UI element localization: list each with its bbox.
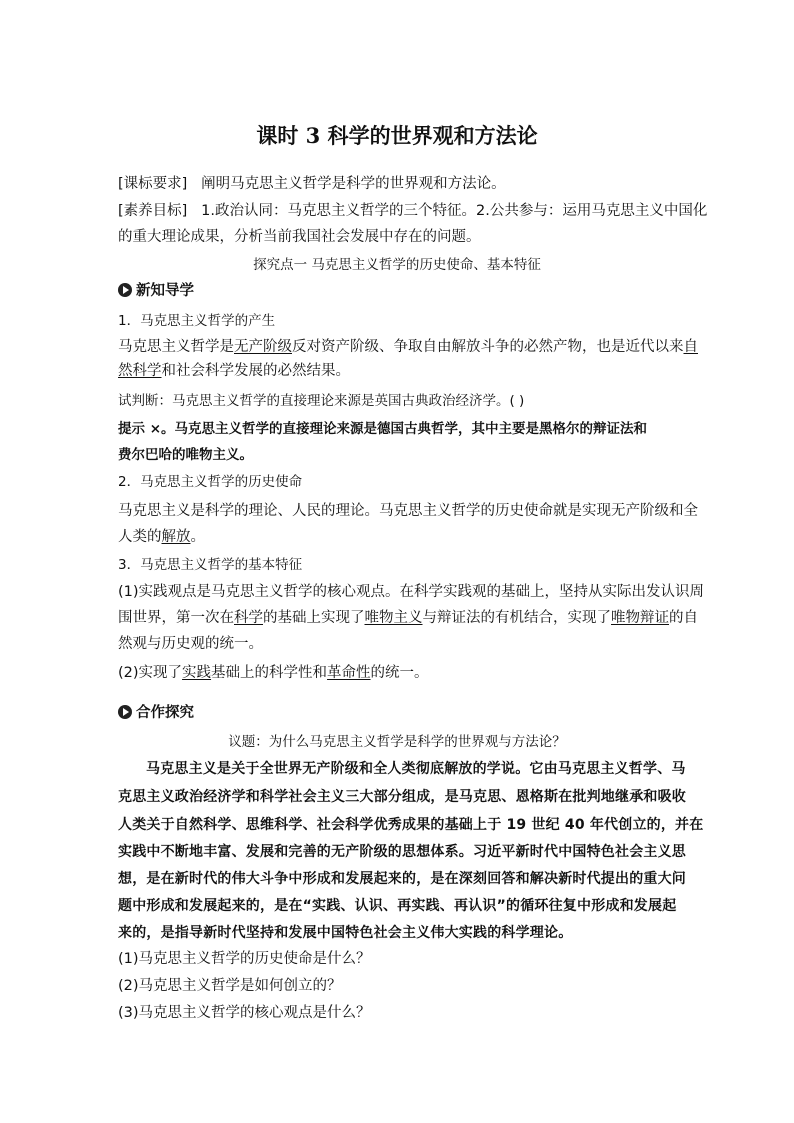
blank-answer: 无产阶级	[234, 339, 292, 355]
question-3: (3)马克思主义哲学的核心观点是什么？	[118, 1005, 371, 1021]
section-new-knowledge-label: 新知导学	[136, 283, 194, 299]
section-new-knowledge	[118, 279, 194, 300]
curriculum-tag: [课标要求]	[118, 176, 188, 192]
curriculum-requirement	[118, 172, 506, 196]
text-run: 人类的	[118, 529, 162, 545]
section-cooperative-inquiry	[118, 701, 194, 722]
literacy-text-1: 1.政治认同：马克思主义哲学的三个特征。2.公共参与：运用马克思主义中国化	[201, 203, 708, 219]
question-2: (2)马克思主义哲学是如何创立的？	[118, 978, 342, 994]
page-title: 课时 3 科学的世界观和方法论	[256, 123, 538, 148]
s3-heading: 3．马克思主义哲学的基本特征	[118, 557, 303, 573]
blank-answer: 然科学	[118, 363, 162, 379]
s2-line2	[118, 525, 205, 549]
passage-line: 人类关于自然科学、思维科学、社会科学优秀成果的基础上于 19 世纪 40 年代创立的，并在	[118, 817, 704, 833]
literacy-goals-line2: 的重大理论成果，分析当前我国社会发展中存在的问题。	[118, 229, 481, 245]
text-run: 的统一。	[370, 665, 429, 681]
text-run: 马克思主义哲学是	[118, 339, 234, 355]
passage-line: 来的，是指导新时代坚持和发展中国特色社会主义伟大实践的科学理论。	[118, 925, 573, 941]
passage-line: 题中形成和发展起来的，是在“实践、认识、再实践、再认识”的循环往复中形成和发展起	[118, 898, 677, 914]
literacy-tag: [素养目标]	[118, 203, 188, 219]
blank-answer: 科学	[234, 610, 263, 626]
passage-line: 想，是在新时代的伟大斗争中形成和发展起来的，是在深刻回答和解决新时代提出的重大问	[118, 871, 686, 887]
s1-line2	[118, 359, 350, 383]
s2-heading: 2．马克思主义哲学的历史使命	[118, 474, 303, 490]
passage-line: 实践中不断地丰富、发展和完善的无产阶级的思想体系。习近平新时代中国特色社会主义思	[118, 844, 686, 860]
s3-line4	[118, 661, 429, 685]
section-cooperative-inquiry-label: 合作探究	[136, 705, 194, 721]
blank-answer: 自	[683, 339, 698, 355]
text-run: 的自	[669, 610, 698, 626]
text-run: 和社会科学发展的必然结果。	[161, 363, 350, 379]
s1-line1	[118, 335, 698, 359]
text-run: 基础上的科学性和	[211, 665, 328, 681]
passage-line: 克思主义政治经济学和科学社会主义三大部分组成，是马克思、恩格斯在批判地继承和吸收	[118, 789, 686, 805]
s3-line2	[118, 606, 698, 630]
curriculum-text: 阐明马克思主义哲学是科学的世界观和方法论。	[201, 176, 506, 192]
try-judge: 试判断：马克思主义哲学的直接理论来源是英国古典政治经济学。( )	[118, 393, 525, 409]
blank-answer: 实践	[182, 665, 212, 681]
blank-answer: 解放	[161, 529, 191, 545]
text-run: (2)实现了	[118, 665, 183, 681]
play-circle-icon	[118, 705, 132, 719]
literacy-goals-line1	[118, 199, 707, 223]
s3-line3: 然观与历史观的统一。	[118, 636, 263, 652]
s2-line1: 马克思主义是科学的理论、人民的理论。马克思主义哲学的历史使命就是实现无产阶级和全	[118, 503, 698, 519]
explore-point-heading: 探究点一 马克思主义哲学的历史使命、基本特征	[253, 257, 541, 273]
discussion-topic: 议题：为什么马克思主义哲学是科学的世界观与方法论？	[228, 734, 566, 750]
text-run: 围世界，第一次在	[118, 610, 234, 626]
text-run: 。	[190, 529, 205, 545]
hint-line1: 提示 ×。马克思主义哲学的直接理论来源是德国古典哲学，其中主要是黑格尔的辩证法和	[118, 421, 648, 437]
s1-heading: 1．马克思主义哲学的产生	[118, 313, 276, 329]
blank-answer: 革命性	[327, 665, 371, 681]
blank-answer: 唯物辩证	[611, 610, 669, 626]
play-circle-icon	[118, 283, 132, 297]
text-run: 的基础上实现了	[263, 610, 365, 626]
blank-answer: 唯物主义	[364, 610, 423, 626]
question-1: (1)马克思主义哲学的历史使命是什么？	[118, 951, 371, 967]
s3-line1: (1)实践观点是马克思主义哲学的核心观点。在科学实践观的基础上，坚持从实际出发认识周	[118, 584, 705, 600]
passage-line: 马克思主义是关于全世界无产阶级和全人类彻底解放的学说。它由马克思主义哲学、马	[146, 761, 686, 777]
text-run: 反对资产阶级、争取自由解放斗争的必然产物，也是近代以来	[292, 339, 684, 355]
hint-line2: 费尔巴哈的唯物主义。	[118, 447, 253, 463]
text-run: 与辩证法的有机结合，实现了	[422, 610, 611, 626]
